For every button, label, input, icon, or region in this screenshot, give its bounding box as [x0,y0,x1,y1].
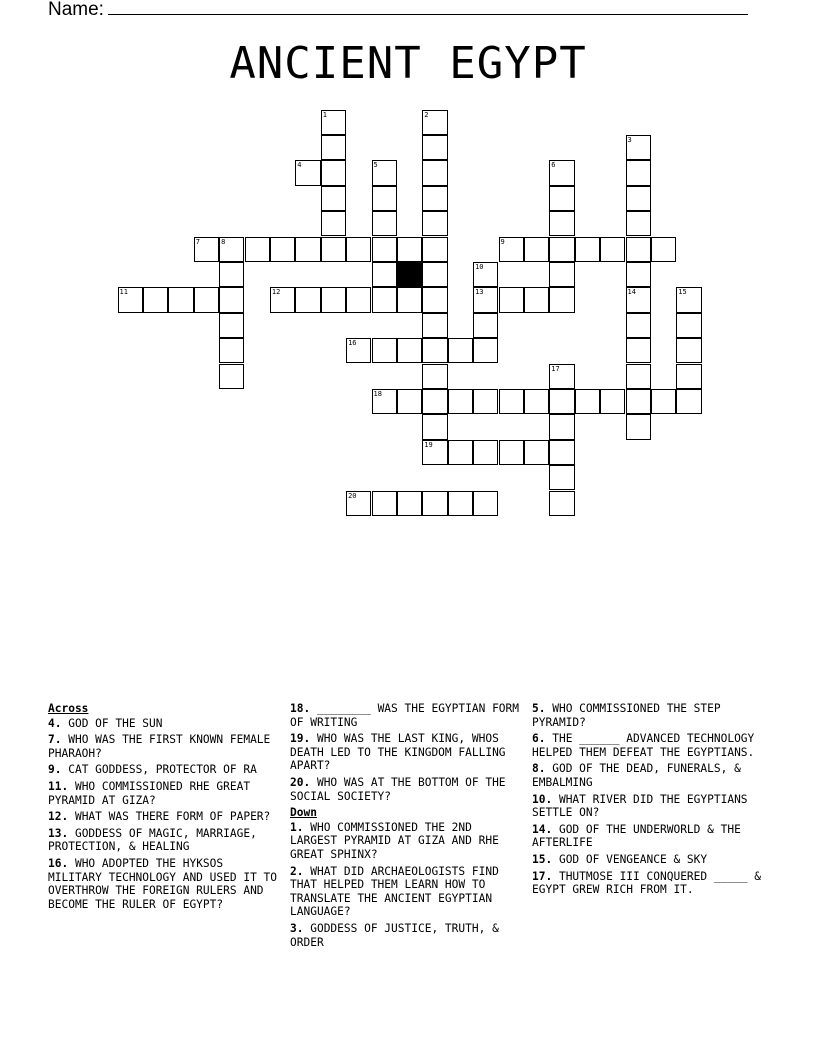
grid-cell[interactable] [422,186,447,211]
clue-item [48,717,280,731]
grid-cell[interactable] [473,338,498,363]
clue-num: 8. [532,762,546,776]
clue-num: 7. [48,733,62,747]
grid-cell[interactable] [549,440,574,465]
clue-number: 6 [551,161,556,170]
clue-item [290,821,522,862]
clue-num: 9. [48,763,62,777]
grid-cell[interactable] [397,389,422,414]
grid-cell[interactable] [372,338,397,363]
grid-cell[interactable] [397,338,422,363]
grid-cell[interactable] [448,440,473,465]
grid-cell[interactable] [676,338,701,363]
clue-num: 3. [290,921,304,935]
clue-text: WHO COMMISSIONED THE 2ND LARGEST PYRAMID AT GIZA AND RHE GREAT SPHINX? [290,820,499,861]
clue-item [48,810,280,824]
grid-cell[interactable] [499,389,524,414]
clues-column-2 [290,702,522,952]
grid-cell[interactable] [397,237,422,262]
grid-cell[interactable] [422,160,447,185]
clue-num: 12. [48,810,69,824]
grid-cell[interactable] [473,389,498,414]
grid-cell[interactable] [549,364,574,389]
grid-cell[interactable] [397,491,422,516]
grid-cell[interactable] [626,262,651,287]
clue-text: GODDESS OF JUSTICE, TRUTH, & ORDER [290,921,499,949]
clue-item [532,823,764,850]
grid-cell[interactable] [626,389,651,414]
grid-cell[interactable] [321,237,346,262]
grid-cell[interactable] [549,262,574,287]
grid-cell[interactable] [676,364,701,389]
clue-item [532,853,764,867]
grid-cell[interactable] [549,389,574,414]
grid-cell[interactable] [524,237,549,262]
across-heading: Across [48,702,89,715]
grid-cell[interactable] [600,389,625,414]
black-cell [397,262,422,287]
grid-cell[interactable] [321,287,346,312]
clue-item [290,865,522,919]
grid-cell[interactable] [372,491,397,516]
grid-cell[interactable] [549,237,574,262]
grid-cell[interactable] [676,389,701,414]
grid-cell[interactable] [499,237,524,262]
clue-text: GODDESS OF MAGIC, MARRIAGE, PROTECTION, & HEALING [48,826,257,854]
grid-cell[interactable] [473,491,498,516]
grid-cell[interactable] [600,237,625,262]
clue-item [290,732,522,773]
grid-cell[interactable] [295,160,320,185]
grid-cell[interactable] [473,313,498,338]
clue-num: 4. [48,716,62,730]
grid-cell[interactable] [448,389,473,414]
grid-cell[interactable] [499,440,524,465]
grid-cell[interactable] [321,110,346,135]
grid-cell[interactable] [473,287,498,312]
clue-item [48,780,280,807]
clue-text: WHAT DID ARCHAEOLOGISTS FIND THAT HELPED THEM LEARN HOW TO TRANSLATE THE ANCIENT EGYPTIAN LANGUAGE? [290,864,499,919]
grid-cell[interactable] [422,389,447,414]
grid-cell[interactable] [219,338,244,363]
clue-num: 14. [532,822,553,836]
clue-item [48,733,280,760]
grid-cell[interactable] [295,287,320,312]
grid-cell[interactable] [549,287,574,312]
clue-number: 8 [221,237,226,246]
clue-number: 5 [373,161,378,170]
grid-cell[interactable] [626,186,651,211]
clue-num: 16. [48,856,69,870]
clue-num: 11. [48,779,69,793]
clue-num: 17. [532,869,553,883]
grid-cell[interactable] [448,491,473,516]
grid-cell[interactable] [524,389,549,414]
grid-cell[interactable] [321,211,346,236]
grid-cell[interactable] [422,135,447,160]
clue-text: GOD OF THE UNDERWORLD & THE AFTERLIFE [532,822,741,850]
grid-cell[interactable] [295,237,320,262]
grid-cell[interactable] [626,364,651,389]
grid-cell[interactable] [626,338,651,363]
grid-cell[interactable] [194,237,219,262]
grid-cell[interactable] [651,237,676,262]
grid-cell[interactable] [422,110,447,135]
grid-cell[interactable] [448,338,473,363]
grid-cell[interactable] [194,287,219,312]
clue-number: 2 [424,110,429,119]
clue-item [290,776,522,803]
clue-text: GOD OF THE SUN [61,716,163,730]
clue-item [532,732,764,759]
grid-cell[interactable] [549,160,574,185]
grid-cell[interactable] [219,262,244,287]
clue-text: GOD OF VENGEANCE & SKY [552,852,708,866]
grid-cell[interactable] [168,287,193,312]
clue-text: CAT GODDESS, PROTECTOR OF RA [61,763,257,777]
grid-cell[interactable] [372,211,397,236]
clue-text: WHAT RIVER DID THE EGYPTIANS SETTLE ON? [532,792,748,820]
clue-item [290,702,522,729]
grid-cell[interactable] [422,338,447,363]
grid-cell[interactable] [524,287,549,312]
grid-cell[interactable] [270,287,295,312]
grid-cell[interactable] [422,313,447,338]
grid-cell[interactable] [143,287,168,312]
grid-cell[interactable] [676,287,701,312]
clue-number: 18 [373,389,382,398]
grid-cell[interactable] [473,440,498,465]
grid-cell[interactable] [422,237,447,262]
clue-text: THE ______ ADVANCED TECHNOLOGY HELPED THEM DEFEAT THE EGYPTIANS. [532,732,755,759]
grid-cell[interactable] [626,414,651,439]
grid-cell[interactable] [321,186,346,211]
grid-cell[interactable] [118,287,143,312]
page-title: ANCIENT EGYPT [229,38,587,89]
clue-number: 15 [678,288,687,297]
clue-num: 19. [290,732,311,746]
clue-num: 6. [532,732,546,746]
clue-number: 11 [119,288,128,297]
clue-number: 10 [475,262,484,271]
grid-cell[interactable] [219,287,244,312]
clue-number: 14 [627,288,636,297]
clue-item [532,762,764,789]
grid-cell[interactable] [626,237,651,262]
grid-cell[interactable] [422,262,447,287]
grid-cell[interactable] [549,491,574,516]
clue-number: 12 [271,288,281,297]
clue-text: GOD OF THE DEAD, FUNERALS, & EMBALMING [532,762,741,789]
clues-column-1 [48,702,280,914]
clue-item [48,763,280,777]
clue-text: WHO WAS AT THE BOTTOM OF THE SOCIAL SOCIETY? [290,775,506,803]
grid-cell[interactable] [676,313,701,338]
grid-cell[interactable] [422,211,447,236]
clue-number: 4 [297,161,302,170]
clue-num: 1. [290,820,304,834]
grid-cell[interactable] [473,262,498,287]
clue-num: 5. [532,702,546,715]
grid-cell[interactable] [422,287,447,312]
grid-cell[interactable] [219,313,244,338]
clue-item [48,827,280,854]
clue-num: 13. [48,826,69,840]
clue-text: WHO COMMISSIONED THE STEP PYRAMID? [532,702,721,729]
clue-num: 10. [532,792,553,806]
grid-cell[interactable] [549,414,574,439]
clue-item [532,870,764,897]
clue-number: 1 [322,110,327,119]
grid-cell[interactable] [321,160,346,185]
grid-cell[interactable] [549,186,574,211]
name-label: Name: [48,0,104,20]
grid-cell[interactable] [372,262,397,287]
grid-cell[interactable] [245,237,270,262]
grid-cell[interactable] [372,287,397,312]
clue-number: 3 [627,135,632,144]
clues-column-3 [532,702,764,900]
grid-cell[interactable] [372,160,397,185]
grid-cell[interactable] [270,237,295,262]
grid-cell[interactable] [422,491,447,516]
clue-text: WHAT WAS THERE FORM OF PAPER? [68,810,271,824]
grid-cell[interactable] [321,135,346,160]
grid-cell[interactable] [346,338,371,363]
clue-number: 20 [348,491,357,500]
grid-cell[interactable] [651,389,676,414]
grid-cell[interactable] [422,440,447,465]
clue-text: WHO ADOPTED THE HYKSOS MILITARY TECHNOLOGY AND USED IT TO OVERTHROW THE FOREIGN RULERS AND BECOME THE RULER OF EGYPT? [48,856,278,911]
clue-text: WHO WAS THE LAST KING, WHOS DEATH LED TO THE KINGDOM FALLING APART? [290,732,506,773]
grid-cell[interactable] [219,364,244,389]
grid-cell[interactable] [549,465,574,490]
clue-item [290,922,522,949]
grid-cell[interactable] [524,440,549,465]
clue-text: WHO WAS THE FIRST KNOWN FEMALE PHARAOH? [48,733,271,760]
grid-cell[interactable] [346,237,371,262]
grid-cell[interactable] [549,211,574,236]
grid-cell[interactable] [422,364,447,389]
clue-text: ________ WAS THE EGYPTIAN FORM OF WRITING [290,702,520,729]
clue-number: 19 [424,440,433,449]
clue-number: 9 [500,237,505,246]
clue-num: 15. [532,852,553,866]
clue-item [532,793,764,820]
clue-text: THUTMOSE III CONQUERED _____ & EGYPT GREW RICH FROM IT. [532,869,762,897]
clue-number: 16 [348,339,357,348]
grid-cell[interactable] [626,135,651,160]
grid-cell[interactable] [346,491,371,516]
grid-cell[interactable] [626,287,651,312]
grid-cell[interactable] [626,160,651,185]
clue-item [48,857,280,911]
grid-cell[interactable] [499,287,524,312]
grid-cell[interactable] [626,211,651,236]
down-heading: Down [290,806,317,820]
clue-num: 2. [290,864,304,878]
grid-cell[interactable] [575,237,600,262]
grid-cell[interactable] [372,389,397,414]
grid-cell[interactable] [372,237,397,262]
clue-number: 17 [551,364,560,373]
grid-cell[interactable] [219,237,244,262]
clue-number: 7 [195,237,200,246]
grid-cell[interactable] [422,414,447,439]
clue-num: 20. [290,775,311,789]
clue-item [532,702,764,729]
clue-number: 13 [475,288,484,297]
clue-text: WHO COMMISSIONED RHE GREAT PYRAMID AT GIZA? [48,779,251,807]
grid-cell[interactable] [346,287,371,312]
grid-cell[interactable] [397,287,422,312]
grid-cell[interactable] [575,389,600,414]
grid-cell[interactable] [372,186,397,211]
clue-num: 18. [290,702,311,715]
grid-cell[interactable] [626,313,651,338]
